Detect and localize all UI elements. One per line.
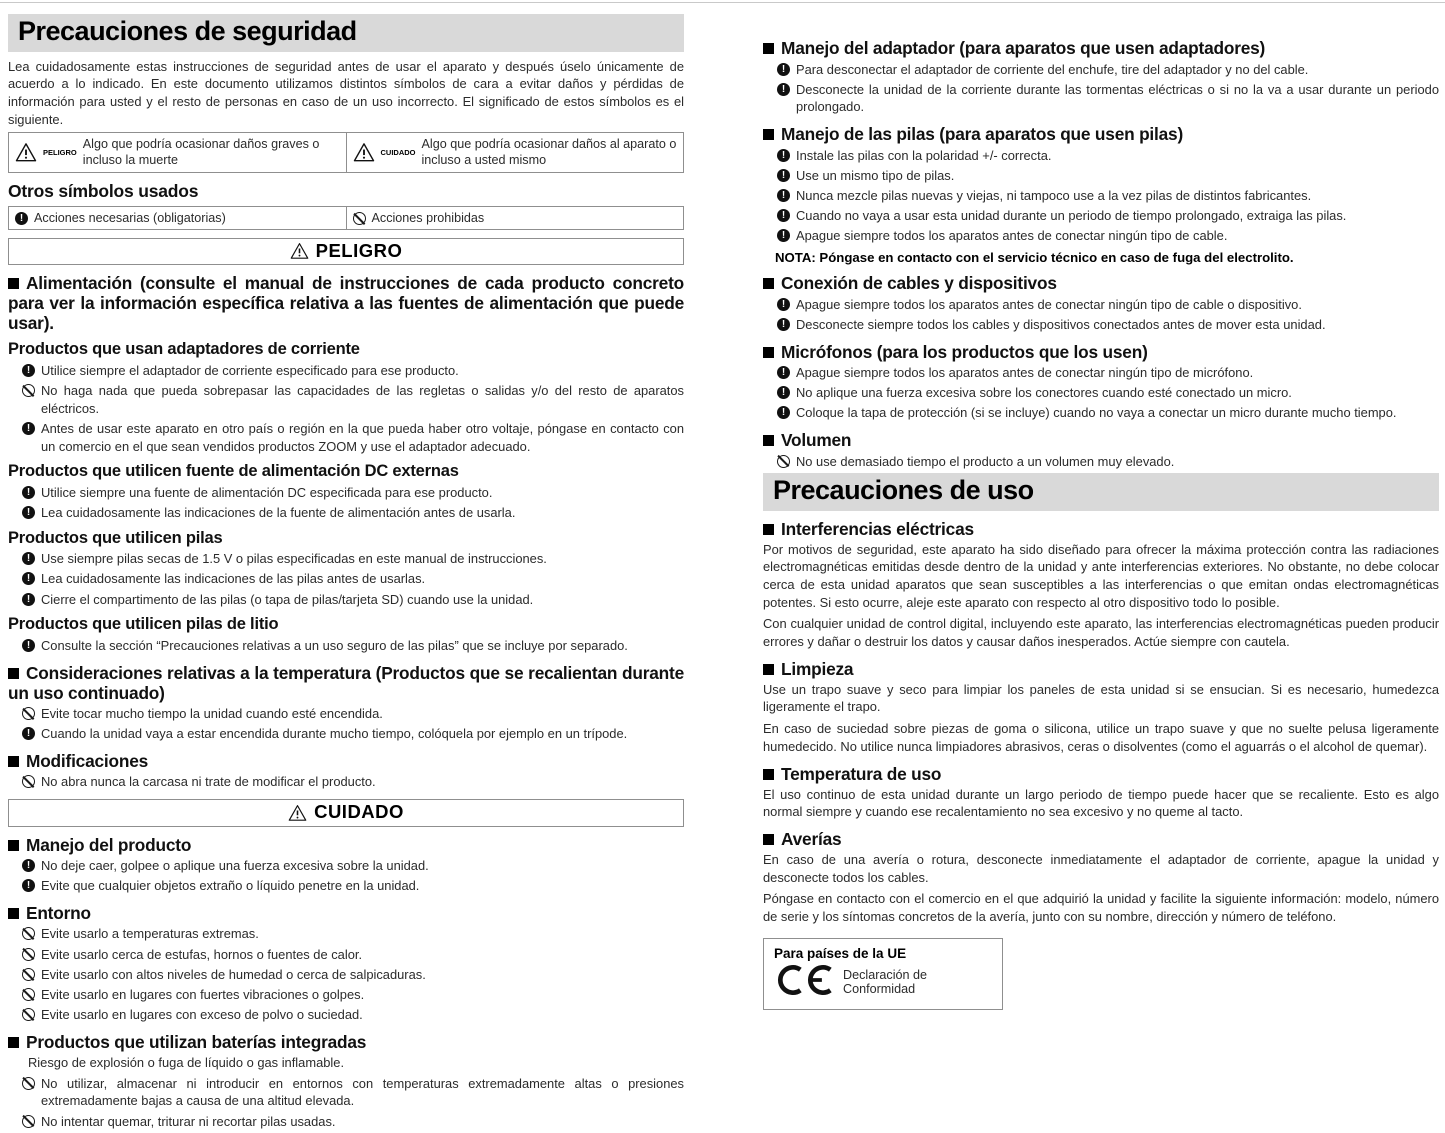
- page-top-hairline: [0, 2, 1445, 3]
- mandatory-icon: !: [15, 212, 28, 225]
- section-heading: Conexión de cables y dispositivos: [763, 273, 1439, 293]
- section-square-icon: [763, 524, 774, 535]
- section-square-icon: [763, 278, 774, 289]
- precaution-item: [777, 364, 1439, 382]
- precaution-text: Cierre el compartimento de las pilas (o tapa de pilas/tarjeta SD) cuando use la unidad.: [41, 591, 534, 607]
- section-heading: Productos que utilizan baterías integradas: [8, 1032, 684, 1052]
- symbol-table-row: [9, 206, 684, 230]
- precaution-item: [777, 167, 1439, 185]
- precaution-item: [22, 570, 684, 588]
- section-heading: Interferencias eléctricas: [763, 519, 1439, 539]
- banner-label: CUIDADO: [314, 801, 404, 823]
- mandatory-icon: !: [777, 386, 790, 399]
- section-heading: Alimentación (consulte el manual de instrucciones de cada producto concreto para ver la información específica relativa a las fuentes de alimentación que puede usar).: [8, 273, 684, 334]
- precaution-item: [777, 187, 1439, 205]
- banner-label: PELIGRO: [315, 240, 403, 261]
- mandatory-icon: !: [22, 552, 35, 565]
- mandatory-icon: !: [777, 63, 790, 76]
- eu-box-row: [774, 965, 992, 1000]
- precaution-item: [777, 147, 1439, 165]
- precaution-text: Apague siempre todos los aparatos antes de conectar ningún tipo de micrófono.: [796, 365, 1254, 381]
- section-square-icon: [8, 908, 19, 919]
- prohibited-icon: [22, 927, 35, 940]
- section-heading: Entorno: [8, 903, 684, 923]
- caution-banner: [8, 799, 684, 826]
- symbol-cell: [9, 132, 347, 172]
- mandatory-icon: !: [777, 149, 790, 162]
- sub-heading: Productos que utilicen fuente de alimentación DC externas: [8, 462, 459, 481]
- precaution-text: Consulte la sección “Precauciones relativas a un uso seguro de las pilas” que se incluye por separado.: [41, 637, 628, 653]
- precaution-text: Evite usarlo en lugares con exceso de polvo o suciedad.: [41, 1007, 363, 1023]
- prohibited-icon: [22, 707, 35, 720]
- ce-mark-icon: [774, 965, 836, 1000]
- plain-text: Riesgo de explosión o fuga de líquido o gas inflamable.: [28, 1055, 345, 1071]
- precaution-text: Lea cuidadosamente las indicaciones de la fuente de alimentación antes de usarla.: [41, 505, 516, 521]
- precaution-item: [22, 986, 684, 1004]
- precaution-item: [22, 484, 684, 502]
- precaution-text: Evite usarlo en lugares con fuertes vibraciones o golpes.: [41, 987, 365, 1003]
- section-square-icon: [8, 668, 19, 679]
- prohibited-icon: [22, 1115, 35, 1128]
- mandatory-icon: !: [777, 318, 790, 331]
- section-heading: Consideraciones relativas a la temperatura (Productos que se recalientan durante un uso continuado): [8, 662, 684, 703]
- section-heading: Modificaciones: [8, 751, 684, 771]
- eu-box-title: Para países de la UE: [774, 945, 907, 961]
- mandatory-icon: !: [22, 422, 35, 435]
- symbol-cell-content: [15, 210, 340, 227]
- precaution-item: [777, 207, 1439, 225]
- precaution-item: [777, 384, 1439, 402]
- warning-triangle-icon: [288, 804, 307, 821]
- precaution-item: [777, 227, 1439, 245]
- precaution-item: [22, 1075, 684, 1110]
- precaution-item: [22, 550, 684, 568]
- precaution-item: [22, 966, 684, 984]
- prohibited-icon: [22, 384, 35, 397]
- precaution-text: Nunca mezcle pilas nuevas y viejas, ni tampoco use a la vez pilas de distintos fabricantes.: [796, 188, 1312, 204]
- prohibited-icon: [777, 455, 790, 468]
- section-heading: Averías: [763, 829, 1439, 849]
- section-square-icon: [763, 769, 774, 780]
- precaution-item: [22, 1113, 684, 1131]
- precaution-text: No aplique una fuerza excesiva sobre los conectores cuando esté conectado un micro.: [796, 385, 1292, 401]
- mandatory-icon: !: [777, 229, 790, 242]
- section-square-icon: [8, 756, 19, 767]
- section-square-icon: [763, 43, 774, 54]
- mandatory-icon: !: [22, 572, 35, 585]
- symbol-description: Algo que podría ocasionar daños graves o incluso la muerte: [82, 136, 320, 167]
- precaution-item: [22, 1006, 684, 1024]
- symbol-cell-content: [353, 210, 678, 227]
- precaution-item: [22, 773, 684, 791]
- precaution-item: [22, 420, 684, 455]
- precaution-text: Desconecte siempre todos los cables y dispositivos conectados antes de mover esta unidad.: [796, 316, 1326, 332]
- body-paragraph: En caso de una avería o rotura, desconecte inmediatamente el adaptador de corriente, apague la unidad y desconecte todos los cables.: [763, 851, 1439, 885]
- precaution-text: Utilice siempre una fuente de alimentación DC especificada para ese producto.: [41, 484, 493, 500]
- page-title: Precauciones de seguridad: [18, 16, 357, 46]
- precaution-text: No abra nunca la carcasa ni trate de modificar el producto.: [41, 774, 376, 790]
- prohibited-icon: [22, 988, 35, 1001]
- precaution-text: No deje caer, golpee o aplique una fuerza excesiva sobre la unidad.: [41, 858, 429, 874]
- mandatory-icon: !: [22, 364, 35, 377]
- section-heading: Temperatura de uso: [763, 764, 1439, 784]
- precaution-text: Cuando la unidad vaya a estar encendida durante mucho tiempo, colóquela por ejemplo en un trípode.: [41, 726, 628, 742]
- precaution-item: [22, 705, 684, 723]
- precaution-text: Evite usarlo con altos niveles de humedad o cerca de salpicaduras.: [41, 966, 426, 982]
- mandatory-icon: !: [22, 859, 35, 872]
- mandatory-icon: !: [22, 593, 35, 606]
- precaution-item: [22, 504, 684, 522]
- precaution-text: Desconecte la unidad de la corriente durante las tormentas eléctricas o si no la va a usar durante un periodo prolongado.: [796, 81, 1439, 115]
- precaution-item: [22, 637, 684, 655]
- precaution-item: [22, 877, 684, 895]
- section-heading: Manejo del producto: [8, 835, 684, 855]
- precaution-text: Evite usarlo a temperaturas extremas.: [41, 926, 259, 942]
- symbol-table-row: [9, 132, 684, 172]
- precaution-text: Apague siempre todos los aparatos antes de conectar ningún tipo de cable o dispositivo.: [796, 296, 1302, 312]
- section-square-icon: [763, 129, 774, 140]
- symbol-cell-content: [15, 136, 340, 169]
- body-paragraph: Use un trapo suave y seco para limpiar los paneles de esta unidad si se ensucian. Si es necesario, humedezca ligeramente el trapo.: [763, 681, 1439, 715]
- body-paragraph: Con cualquier unidad de control digital, incluyendo este aparato, las interferencias electromagnéticas pueden producir errores y dañar o destruir los datos y causar daños inesperados. Actúe siempre con cautela.: [763, 616, 1439, 650]
- precaution-text: Evite que cualquier objetos extraño o líquido penetre en la unidad.: [41, 878, 420, 894]
- mandatory-icon: !: [777, 189, 790, 202]
- precaution-text: No haga nada que pueda sobrepasar las capacidades de las regletas o salidas y/o del resto de aparatos eléctricos.: [41, 383, 684, 416]
- mandatory-icon: !: [777, 169, 790, 182]
- precaution-item: [22, 925, 684, 943]
- body-paragraph: El uso continuo de esta unidad durante un largo periodo de tiempo puede hacer que se recaliente. Esto es algo normal siempre y cuando ese recalentamiento no sea excesivo y no queme al tacto.: [763, 786, 1439, 820]
- precaution-text: Para desconectar el adaptador de corriente del enchufe, tire del adaptador y no del cable.: [796, 61, 1309, 77]
- body-paragraph: Por motivos de seguridad, este aparato ha sido diseñado para ofrecer la máxima protección contra las radiaciones electromagnéticas emitidas desde dentro de la unidad y ante interferencias exteriores. No obstante, no debe colocar cerca de esta unidad aparatos que sean susceptibles a las interferencias o que emitan ondas electromagnéticas potentes. Si esto ocurre, aleje este aparato con respecto al otro dispositivo todo lo posible.: [763, 541, 1439, 610]
- precaution-text: Apague siempre todos los aparatos antes de conectar ningún tipo de cable.: [796, 228, 1228, 244]
- mandatory-icon: !: [777, 406, 790, 419]
- mandatory-icon: !: [22, 727, 35, 740]
- precaution-item: [777, 453, 1439, 471]
- section-heading: Micrófonos (para los productos que los usen): [763, 342, 1439, 362]
- prohibited-icon: [22, 968, 35, 981]
- warning-triangle-icon: [290, 242, 309, 259]
- title-bar: [8, 14, 684, 52]
- prohibited-icon: [22, 775, 35, 788]
- section-heading: Limpieza: [763, 659, 1439, 679]
- mandatory-icon: !: [777, 298, 790, 311]
- prohibited-icon: [22, 1077, 35, 1090]
- mandatory-icon: !: [777, 209, 790, 222]
- sub-heading: Productos que utilicen pilas de litio: [8, 615, 279, 634]
- precaution-item: [22, 946, 684, 964]
- note-text: NOTA: Póngase en contacto con el servicio técnico en caso de fuga del electrolito.: [775, 250, 1294, 266]
- precaution-text: Instale las pilas con la polaridad +/- correcta.: [796, 147, 1052, 163]
- precaution-text: Cuando no vaya a usar esta unidad durante un periodo de tiempo prolongado, extraiga las pilas.: [796, 208, 1347, 224]
- symbol-cell-content: [353, 136, 678, 169]
- precaution-item: [777, 316, 1439, 334]
- section-heading: Manejo de las pilas (para aparatos que usen pilas): [763, 124, 1439, 144]
- warning-triangle-icon: [353, 142, 375, 162]
- section-square-icon: [8, 278, 19, 289]
- precaution-text: Use siempre pilas secas de 1.5 V o pilas especificadas en este manual de instrucciones.: [41, 551, 547, 567]
- sub-heading: Productos que usan adaptadores de corriente: [8, 340, 360, 359]
- precaution-item: [22, 382, 684, 417]
- section-square-icon: [8, 840, 19, 851]
- symbol-table: [8, 206, 684, 231]
- prohibited-icon: [22, 1008, 35, 1021]
- precaution-text: No use demasiado tiempo el producto a un volumen muy elevado.: [796, 453, 1175, 469]
- precaution-text: Coloque la tapa de protección (si se incluye) cuando no vaya a conectar un micro durante mucho tiempo.: [796, 405, 1397, 421]
- sub-heading: Productos que utilicen pilas: [8, 528, 223, 547]
- page-title: Precauciones de uso: [773, 474, 1034, 505]
- precaution-item: [777, 404, 1439, 422]
- left-column: [8, 14, 684, 1133]
- body-paragraph: En caso de suciedad sobre piezas de goma o silicona, utilice un trapo suave y que no suelte pelusa ligeramente humedecido. No utilice nunca limpiadores abrasivos, ceras o disolventes (como el aguarrás o el alcohol de quemar).: [763, 721, 1439, 754]
- symbol-cell: [9, 206, 347, 230]
- eu-declaration-text: Declaración de Conformidad: [843, 968, 928, 997]
- symbol-cell: [346, 206, 684, 230]
- symbol-description: Algo que podría ocasionar daños al aparato o incluso a usted mismo: [421, 136, 677, 167]
- eu-compliance-box: [763, 938, 1003, 1010]
- section-heading: Volumen: [763, 430, 1439, 450]
- precaution-text: No intentar quemar, triturar ni recortar pilas usadas.: [41, 1113, 336, 1129]
- prohibited-icon: [353, 212, 366, 225]
- mandatory-icon: !: [22, 879, 35, 892]
- section-heading: Manejo del adaptador (para aparatos que usen adaptadores): [763, 38, 1439, 58]
- mandatory-icon: !: [22, 486, 35, 499]
- precaution-item: [777, 61, 1439, 79]
- section-square-icon: [763, 347, 774, 358]
- right-column: [763, 30, 1439, 1010]
- symbol-description: Acciones necesarias (obligatorias): [34, 210, 226, 225]
- precaution-item: [777, 81, 1439, 116]
- section-square-icon: [763, 834, 774, 845]
- prohibited-icon: [22, 948, 35, 961]
- mandatory-icon: !: [777, 366, 790, 379]
- warning-triangle-icon: [15, 142, 37, 162]
- precaution-item: [22, 591, 684, 609]
- mandatory-icon: !: [22, 639, 35, 652]
- symbol-table: [8, 132, 684, 173]
- mandatory-icon: !: [777, 83, 790, 96]
- section-square-icon: [763, 664, 774, 675]
- title-bar: [763, 473, 1439, 511]
- precaution-item: [22, 362, 684, 380]
- symbol-cell: [346, 132, 684, 172]
- precaution-text: Evite tocar mucho tiempo la unidad cuando esté encendida.: [41, 706, 383, 722]
- section-square-icon: [763, 435, 774, 446]
- precaution-item: [22, 857, 684, 875]
- precaution-text: Lea cuidadosamente las indicaciones de las pilas antes de usarlas.: [41, 571, 426, 587]
- precaution-item: [22, 725, 684, 743]
- body-paragraph: Póngase en contacto con el comercio en el que adquirió la unidad y facilite la siguiente información: modelo, número de serie y los síntomas concretos de la avería, junto con su nombre, dirección y número de teléfono.: [763, 891, 1439, 925]
- intro-paragraph: Lea cuidadosamente estas instrucciones de seguridad antes de usar el aparato y después úselo únicamente de acuerdo a lo indicado. En este documento utilizamos distintos símbolos de cara a evitar daños y pérdidas de información para usted y el resto de personas en caso de un uso incorrecto. El significado de estos símbolos es el siguiente.: [8, 58, 684, 127]
- symbol-label: CUIDADO: [380, 147, 416, 157]
- precaution-text: Evite usarlo cerca de estufas, hornos o fuentes de calor.: [41, 946, 363, 962]
- precaution-text: No utilizar, almacenar ni introducir en entornos con temperaturas extremadamente altas o presiones extremadamente bajas a causa de una altitud elevada.: [41, 1075, 684, 1109]
- section-square-icon: [8, 1037, 19, 1048]
- symbol-label: PELIGRO: [43, 147, 77, 157]
- precaution-item: [777, 296, 1439, 314]
- mandatory-icon: !: [22, 506, 35, 519]
- precaution-text: Use un mismo tipo de pilas.: [796, 167, 955, 183]
- danger-banner: [8, 238, 684, 265]
- precaution-text: Antes de usar este aparato en otro país o región en la que pueda haber otro voltaje, póngase en contacto con un comercio en el que sean vendidos productos ZOOM y use el adaptador adecuado.: [41, 420, 684, 454]
- precaution-text: Utilice siempre el adaptador de corriente especificado para ese producto.: [41, 362, 459, 378]
- subsection-heading: Otros símbolos usados: [8, 180, 199, 201]
- symbol-description: Acciones prohibidas: [371, 210, 485, 225]
